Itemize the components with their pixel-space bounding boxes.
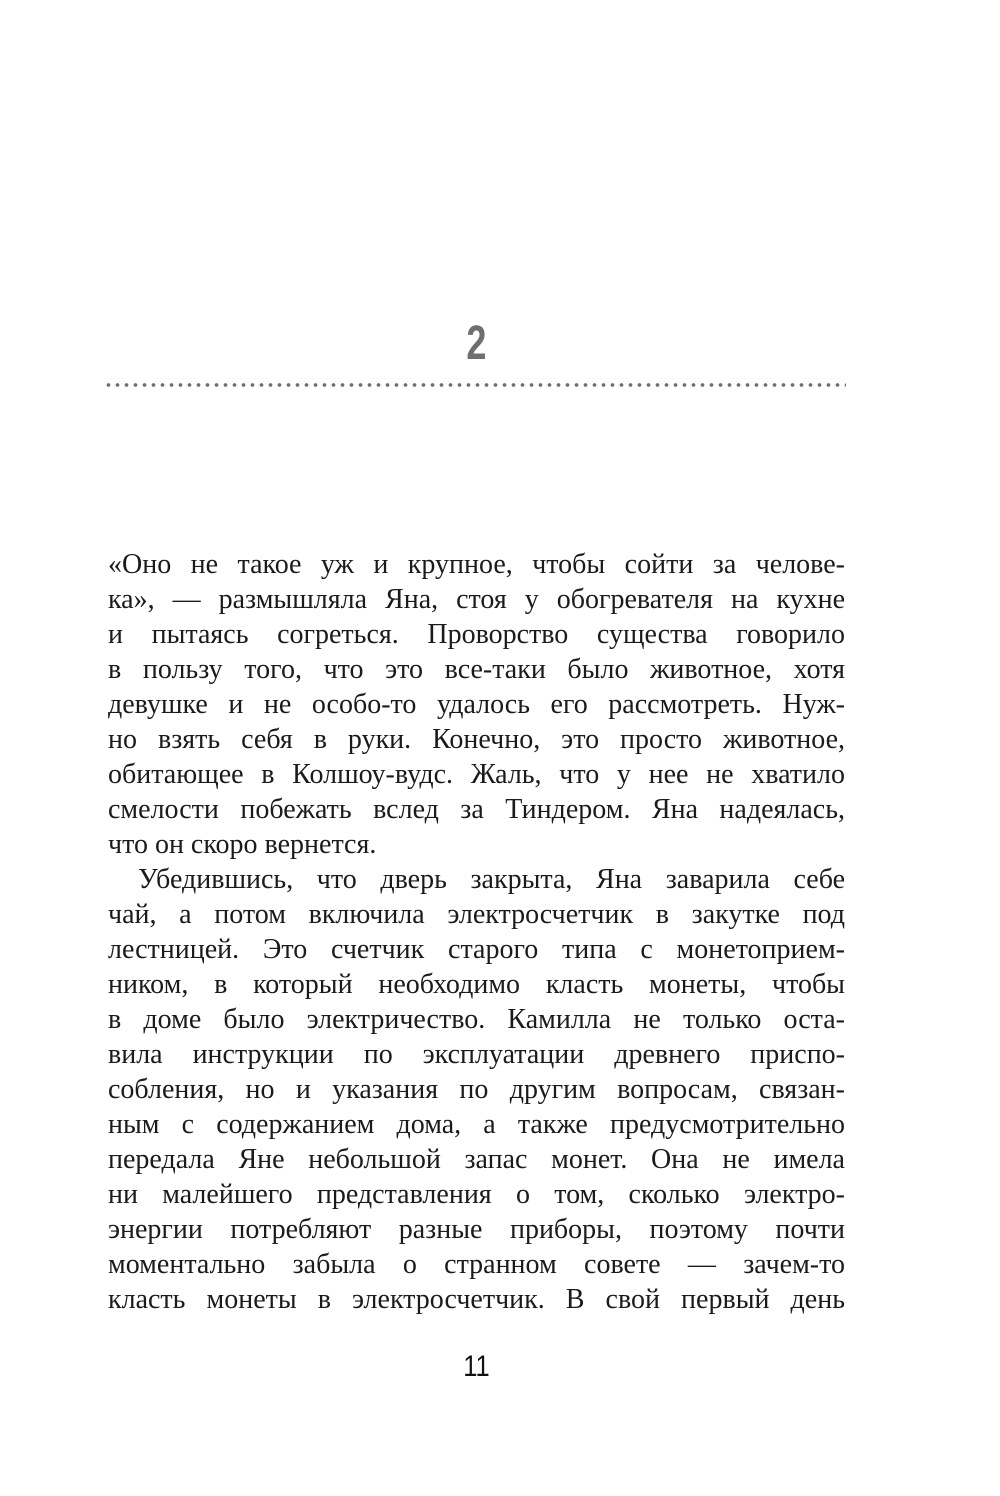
paragraph bbox=[108, 862, 845, 1317]
text-line: лестницей. Это счетчик старого типа с монетоприем- bbox=[108, 934, 845, 965]
text-line: и пытаясь согреться. Проворство существа говорило bbox=[108, 619, 845, 650]
paragraph bbox=[108, 547, 845, 862]
text-line: в доме было электричество. Камилла не только оста- bbox=[108, 1004, 845, 1035]
text-line: ным с содержанием дома, а также предусмотрительно bbox=[108, 1109, 845, 1140]
text-line: энергии потребляют разные приборы, поэтому почти bbox=[108, 1214, 845, 1245]
text-line: передала Яне небольшой запас монет. Она не имела bbox=[108, 1144, 845, 1175]
page-number: 11 bbox=[463, 1350, 490, 1383]
dotted-divider bbox=[106, 382, 846, 388]
body-text bbox=[108, 547, 845, 1317]
text-line: что он скоро вернется. bbox=[108, 829, 377, 860]
text-line: но взять себя в руки. Конечно, это просто животное, bbox=[108, 724, 845, 755]
text-line: вила инструкции по эксплуатации древнего приспо- bbox=[108, 1039, 845, 1070]
text-line: обитающее в Колшоу-вудс. Жаль, что у нее не хватило bbox=[108, 759, 845, 790]
chapter-number: 2 bbox=[466, 317, 487, 370]
text-line: Убедившись, что дверь закрыта, Яна заварила себе bbox=[138, 864, 845, 895]
text-line: ка», — размышляла Яна, стоя у обогревателя на кухне bbox=[108, 584, 845, 615]
text-line: ником, в который необходимо класть монеты, чтобы bbox=[108, 969, 845, 1000]
text-line: в пользу того, что это все-таки было животное, хотя bbox=[108, 654, 845, 685]
text-line: моментально забыла о странном совете — зачем-то bbox=[108, 1249, 845, 1280]
text-line: чай, а потом включила электросчетчик в закутке под bbox=[108, 899, 845, 930]
text-line: собления, но и указания по другим вопросам, связан- bbox=[108, 1074, 845, 1105]
text-line: «Оно не такое уж и крупное, чтобы сойти за челове- bbox=[108, 549, 845, 580]
text-line: девушке и не особо-то удалось его рассмотреть. Нуж- bbox=[108, 689, 845, 720]
text-line: класть монеты в электросчетчик. В свой первый день bbox=[108, 1284, 845, 1315]
text-line: смелости побежать вслед за Тиндером. Яна надеялась, bbox=[108, 794, 845, 825]
text-line: ни малейшего представления о том, сколько электро- bbox=[108, 1179, 845, 1210]
chapter-heading bbox=[108, 317, 845, 370]
